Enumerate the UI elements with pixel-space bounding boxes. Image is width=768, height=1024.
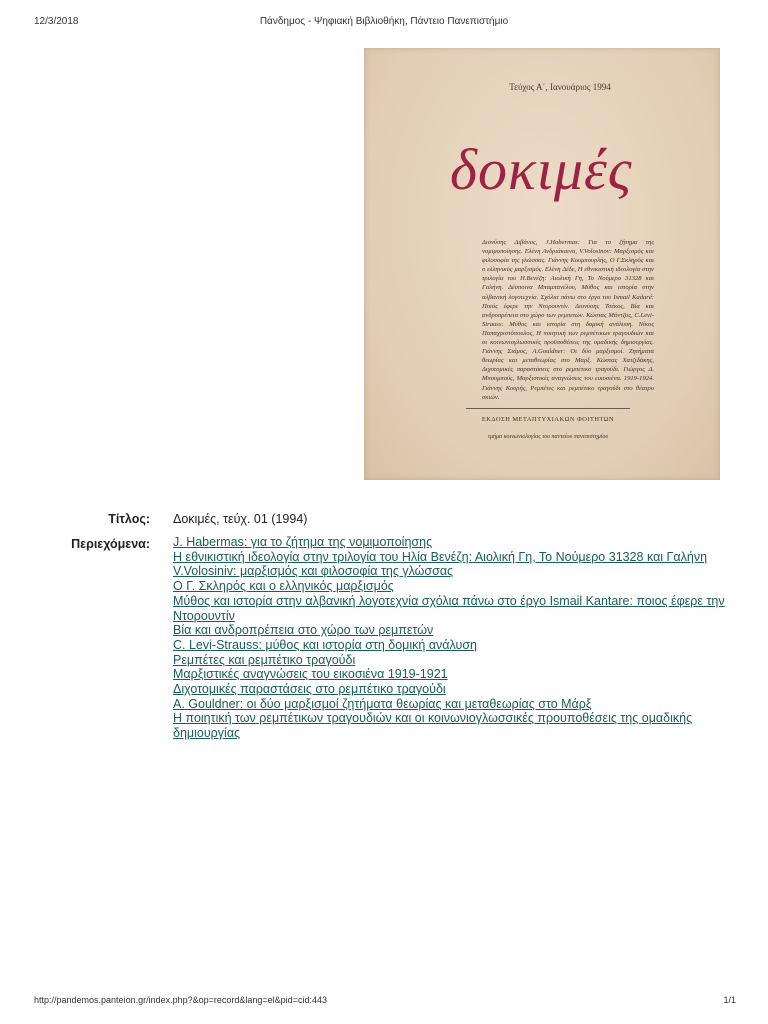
contents-link[interactable]: Η ποιητική των ρεμπέτικων τραγουδιών και οι κοινωνιογλωσσικές προυποθέσεις της ομαδικής δημιουργίας (173, 711, 693, 741)
list-item (173, 711, 733, 740)
list-item (173, 594, 733, 623)
list-item (173, 550, 733, 565)
title-label: Τίτλος: (108, 512, 150, 526)
contents-link[interactable]: Διχοτομικές παραστάσεις στο ρεμπέτικο τραγούδι (173, 682, 446, 697)
cover-divider (466, 408, 630, 409)
cover-title: δοκιμές (450, 137, 633, 202)
contents-link[interactable]: Η εθνικιστική ιδεολογία στην τριλογία του Ηλία Βενέζη: Αιολική Γη, Το Νούμερο 31328 και Γαλήνη (173, 549, 708, 564)
list-item (173, 623, 733, 638)
list-item (173, 697, 733, 712)
cover-department: τμήμα κοινωνιολογίας του παντείου πανεπιστημίου (487, 434, 609, 440)
contents-link[interactable]: V.Volosiniv: μαρξισμός και φιλοσοφία της γλώσσας (173, 564, 454, 579)
title-value: Δοκιμές, τεύχ. 01 (1994) (173, 512, 308, 526)
contents-list (173, 535, 733, 741)
cover-publisher: ΕΚΔΟΣΗ ΜΕΤΑΠΤΥΧΙΑΚΩΝ ΦΟΙΤΗΤΩΝ (481, 416, 615, 423)
cover-blurb: Διονύσης Διβάνος, J.Habermas: Για το ζήτημα της νομιμοποίησης. Ελένη Ανδριάκαινα, V.Volosinov: Μαρξισμός και φιλοσοφία της γλώσσας. Γιάννης Κουμπουρλής, Ο Γ.Σκληρός και ο ελληνικός μαρξισμός. Ελένη Δέδε, Η εθνικιστική ιδεολογία στην τριλογία του Η.Βενέζη: Αιολική Γη, Το Νούμερο 31328 και Γαλήνη. Δέσποινα Μπαμπανέλου, Μύθος και ιστορία στην αλβανική λογοτεχνία. Σχόλια πάνω στο έργο του Ismail Kadaré: Ποιός έφερε την Ντορουντίν. Διονύσης Τσέκος, Βία και ανδροπρέπεια στο χώρο των ρεμπετών. Κώστας Μάντζος, C.Levi-Strauss: Μύθος και ιστορία στη δομική ανάλυση. Νίκος Παπαχριστόπουλος, Η ποιητική των ρεμπέτικων τραγουδιών και οι κοινωνιογλωσσικές προϋποθέσεις της ομαδικής δημιουργίας. Γιάννης Σιάμος, A.Gouldner: Οι δύο μαρξισμοί. Ζητήματα θεωρίας και μεταθεωρίας στο Μαρξ. Κώστας Χατζιδάκης, Διχοτομικές παραστάσεις στο ρεμπέτικο τραγούδι. Γιώργος Δ. Μπουμπούς, Μαρξιστικές αναγνώσεις του εικοσιένα. 1919-1924. Γιάννης Κουρής, Ρεμπέτες και ρεμπέτικο τραγούδι στο θέατρο σκιών. (482, 239, 654, 401)
contents-label: Περιεχόμενα: (71, 537, 150, 551)
list-item (173, 564, 733, 579)
print-header-date: 12/3/2018 (34, 16, 79, 27)
list-item (173, 653, 733, 668)
contents-link[interactable]: J. Habermas: για το ζήτημα της νομιμοποίησης (173, 535, 433, 549)
cover-image (364, 48, 720, 480)
list-item (173, 579, 733, 594)
contents-link[interactable]: Μύθος και ιστορία στην αλβανική λογοτεχνία σχόλια πάνω στο έργο Ismail Kantare: ποιος έφερε την Ντορουντίν (173, 593, 725, 623)
contents-link[interactable]: Βία και ανδροπρέπεια στο χώρο των ρεμπετών (173, 623, 434, 638)
cover-issue: Τεύχος Α΄, Ιανουάριος 1994 (509, 82, 611, 92)
print-footer-url: http://pandemos.panteion.gr/index.php?&op=record&lang=el&pid=cid:443 (34, 995, 327, 1005)
print-header-title: Πάνδημος - Ψηφιακή Βιβλιοθήκη, Πάντειο Πανεπιστήμιο (259, 16, 509, 27)
list-item (173, 638, 733, 653)
contents-link[interactable]: C. Levi-Strauss: μύθος και ιστορία στη δομική ανάλυση (173, 637, 477, 652)
contents-link[interactable]: Ο Γ. Σκληρός και ο ελληνικός μαρξισμός (173, 579, 394, 594)
list-item (173, 667, 733, 682)
contents-link[interactable]: A. Gouldner: οι δύο μαρξισμοί ζητήματα θεωρίας και μεταθεωρίας στο Μάρξ (173, 696, 592, 711)
list-item (173, 682, 733, 697)
list-item (173, 535, 733, 550)
print-footer-page: 1/1 (723, 995, 736, 1005)
contents-link[interactable]: Μαρξιστικές αναγνώσεις του εικοσιένα 1919-1921 (173, 667, 448, 682)
contents-link[interactable]: Ρεμπέτες και ρεμπέτικο τραγούδι (173, 652, 356, 667)
